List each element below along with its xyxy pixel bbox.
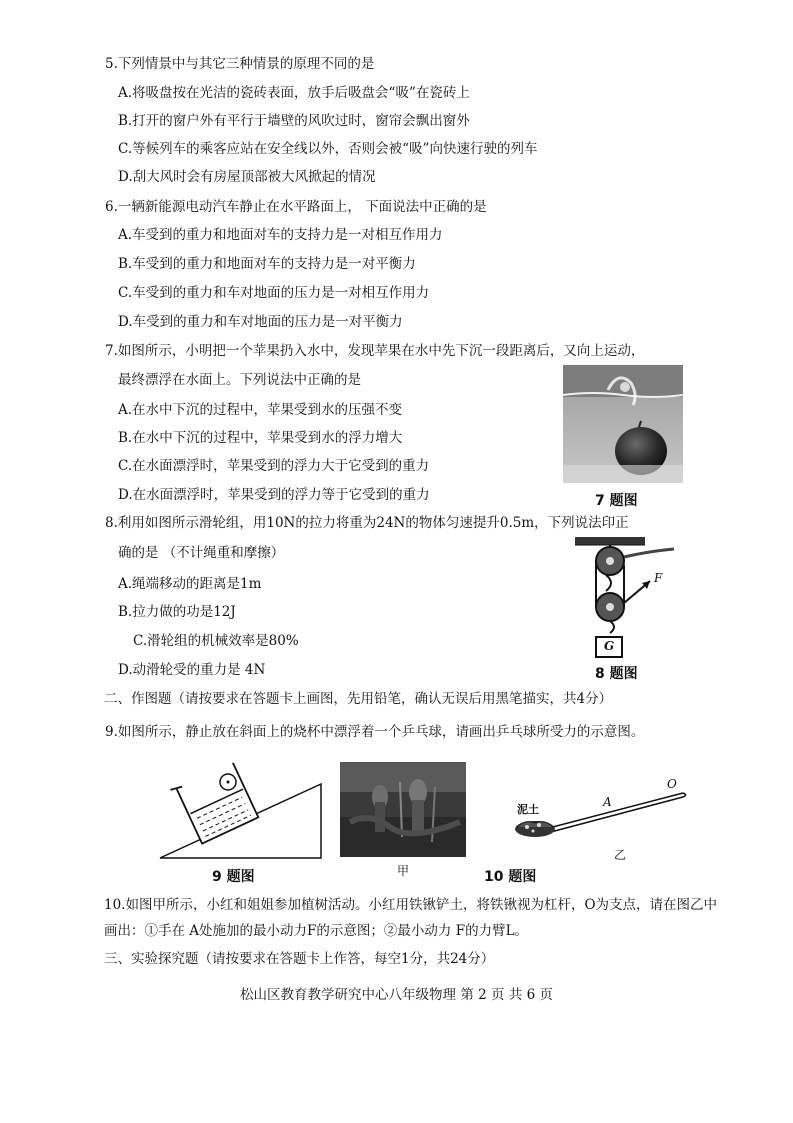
q9-stem: 9.如图所示，静止放在斜面上的烧杯中漂浮着一个乒乓球，请画出乒乓球所受力的示意图。 <box>105 724 645 740</box>
q7-stem-line1: 7.如图所示，小明把一个苹果扔入水中，发现苹果在水中先下沉一段距离后，又向上运动， <box>105 343 645 359</box>
tree-planting-photo <box>340 762 466 857</box>
q7-option-b: B.在水中下沉的过程中，苹果受到水的浮力增大 <box>118 430 403 446</box>
shovel-lever-diagram <box>505 775 690 855</box>
q6-option-b: B.车受到的重力和地面对车的支持力是一对平衡力 <box>118 256 416 272</box>
figure8-caption: 8 题图 <box>595 666 638 682</box>
q5-option-a: A.将吸盘按在光洁的瓷砖表面，放手后吸盘会“吸”在瓷砖上 <box>118 85 470 101</box>
q7-option-c: C.在水面漂浮时，苹果受到的浮力大于它受到的重力 <box>118 458 430 474</box>
q5-option-c: C.等候列车的乘客应站在安全线以外，否则会被“吸”向快速行驶的列车 <box>118 141 538 157</box>
beaker-on-incline-diagram <box>158 760 323 860</box>
figure7-caption: 7 题图 <box>595 493 638 509</box>
q6-option-a: A.车受到的重力和地面对车的支持力是一对相互作用力 <box>118 227 443 243</box>
apple-in-water-photo <box>563 365 683 483</box>
section3-heading: 三、实验探究题（请按要求在答题卡上作答，每空1分，共24分） <box>104 951 495 967</box>
q8-option-a: A.绳端移动的距离是1m <box>118 576 262 592</box>
section2-heading: 二、作图题（请按要求在答题卡上画图，先用铅笔，确认无误后用黑笔描实，共4分） <box>104 691 613 707</box>
q8-option-c: C.滑轮组的机械效率是80% <box>133 633 299 649</box>
q10-stem-line1: 10.如图甲所示，小红和姐姐参加植树活动。小红用铁锹铲土，将铁锹视为杠杆，O为支点，请在图乙中 <box>104 897 718 913</box>
q5-option-b: B.打开的窗户外有平行于墙壁的风吹过时，窗帘会飘出窗外 <box>118 113 470 129</box>
figure9-caption: 9 题图 <box>212 869 255 885</box>
q5-stem: 5.下列情景中与其它三种情景的原理不同的是 <box>105 56 375 72</box>
q7-option-d: D.在水面漂浮时，苹果受到的浮力等于它受到的重力 <box>118 487 430 503</box>
q8-option-b: B.拉力做的功是12J <box>118 604 236 620</box>
weight-g-label: G <box>604 639 615 653</box>
page-footer: 松山区教育教学研究中心八年级物理 第 2 页 共 6 页 <box>240 987 553 1003</box>
figure10-caption: 10 题图 <box>484 869 537 885</box>
q8-stem-line1: 8.利用如图所示滑轮组，用10N的拉力将重为24N的物体匀速提升0.5m，下列说法印正 <box>105 515 629 531</box>
pulley-system-diagram <box>570 535 680 665</box>
soil-label: 泥土 <box>517 803 539 816</box>
q6-option-d: D.车受到的重力和车对地面的压力是一对平衡力 <box>118 314 403 330</box>
figure10-jia-label: 甲 <box>397 864 410 878</box>
q8-option-d: D.动滑轮受的重力是 4N <box>118 662 266 678</box>
q6-option-c: C.车受到的重力和车对地面的压力是一对相互作用力 <box>118 285 430 301</box>
point-a-label: A <box>603 795 612 809</box>
q6-stem: 6.一辆新能源电动汽车静止在水平路面上， 下面说法中正确的是 <box>105 199 487 215</box>
point-o-label: O <box>667 777 677 791</box>
q7-stem-line2: 最终漂浮在水面上。下列说法中正确的是 <box>118 372 361 388</box>
q10-stem-line2: 画出：①手在 A处施加的最小动力F的示意图；②最小动力 F的力臂L。 <box>104 923 529 939</box>
q8-stem-line2: 确的是 （不计绳重和摩擦） <box>118 545 285 561</box>
force-f-label: F <box>654 571 663 585</box>
q7-option-a: A.在水中下沉的过程中，苹果受到水的压强不变 <box>118 402 403 418</box>
figure10-yi-label: 乙 <box>614 848 627 862</box>
q5-option-d: D.刮大风时会有房屋顶部被大风掀起的情况 <box>118 169 376 185</box>
